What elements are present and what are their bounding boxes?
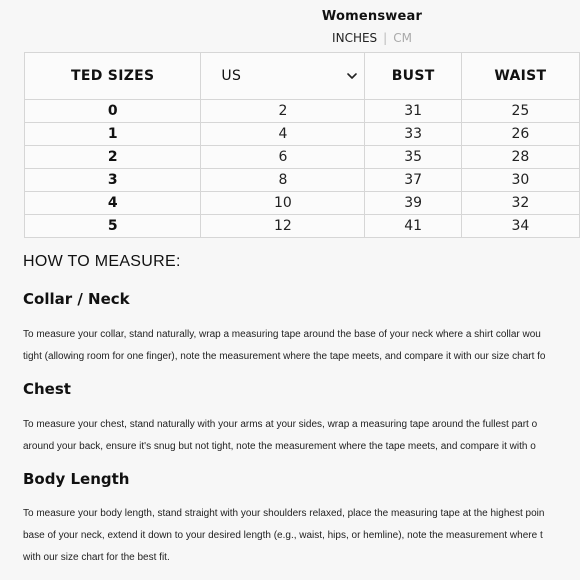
section-title: Chest <box>23 380 71 398</box>
waist-cell: 30 <box>461 169 579 192</box>
size-table <box>24 52 580 238</box>
waist-cell: 28 <box>461 146 579 169</box>
table-row <box>25 192 580 215</box>
unit-cm-option[interactable]: CM <box>393 31 412 45</box>
waist-cell: 32 <box>461 192 579 215</box>
bust-header: BUST <box>365 53 461 100</box>
us-size-cell: 10 <box>201 192 365 215</box>
us-size-cell: 8 <box>201 169 365 192</box>
table-row <box>25 146 580 169</box>
unit-inches-option[interactable]: INCHES <box>332 31 378 45</box>
how-to-measure-heading: HOW TO MEASURE: <box>23 253 181 270</box>
section-title: Body Length <box>23 470 130 488</box>
section-body <box>23 324 580 368</box>
bust-cell: 31 <box>365 100 461 123</box>
section-line: tight (allowing room for one finger), note the measurement where the tape meets, and compare it with our size chart fo <box>23 351 546 362</box>
bust-cell: 33 <box>365 123 461 146</box>
table-row <box>25 100 580 123</box>
table-row <box>25 169 580 192</box>
ted-sizes-header: TED SIZES <box>25 53 201 100</box>
us-size-cell: 4 <box>201 123 365 146</box>
section-line: To measure your body length, stand straight with your shoulders relaxed, place the measuring tape at the highest poin <box>23 508 545 519</box>
region-select[interactable] <box>201 53 365 100</box>
section-line: with our size chart for the best fit. <box>23 552 170 563</box>
chevron-down-icon <box>346 70 358 82</box>
ted-size-cell: 5 <box>25 215 201 238</box>
waist-cell: 25 <box>461 100 579 123</box>
us-size-cell: 12 <box>201 215 365 238</box>
bust-cell: 35 <box>365 146 461 169</box>
unit-separator: | <box>383 31 388 45</box>
ted-size-cell: 2 <box>25 146 201 169</box>
us-size-cell: 2 <box>201 100 365 123</box>
section-line: To measure your chest, stand naturally with your arms at your sides, wrap a measuring tape around the fullest part o <box>23 419 538 430</box>
bust-cell: 41 <box>365 215 461 238</box>
table-header-row <box>25 53 580 100</box>
table-row <box>25 215 580 238</box>
ted-size-cell: 0 <box>25 100 201 123</box>
page-title: Womenswear <box>321 9 423 24</box>
bust-cell: 37 <box>365 169 461 192</box>
section-body <box>23 414 580 458</box>
region-select-value: US <box>221 68 242 84</box>
unit-toggle <box>0 31 580 45</box>
ted-size-cell: 1 <box>25 123 201 146</box>
bust-cell: 39 <box>365 192 461 215</box>
section-line: To measure your collar, stand naturally, wrap a measuring tape around the base of your neck where a shirt collar wou <box>23 329 541 340</box>
ted-size-cell: 4 <box>25 192 201 215</box>
waist-cell: 26 <box>461 123 579 146</box>
waist-cell: 34 <box>461 215 579 238</box>
section-body <box>23 503 580 569</box>
section-title: Collar / Neck <box>23 290 130 308</box>
us-size-cell: 6 <box>201 146 365 169</box>
table-row <box>25 123 580 146</box>
section-line: around your back, ensure it's snug but not tight, note the measurement where the tape meets, and compare it with o <box>23 441 536 452</box>
ted-size-cell: 3 <box>25 169 201 192</box>
section-line: base of your neck, extend it down to your desired length (e.g., waist, hips, or hemline), note the measurement where t <box>23 530 543 541</box>
waist-header: WAIST <box>461 53 579 100</box>
